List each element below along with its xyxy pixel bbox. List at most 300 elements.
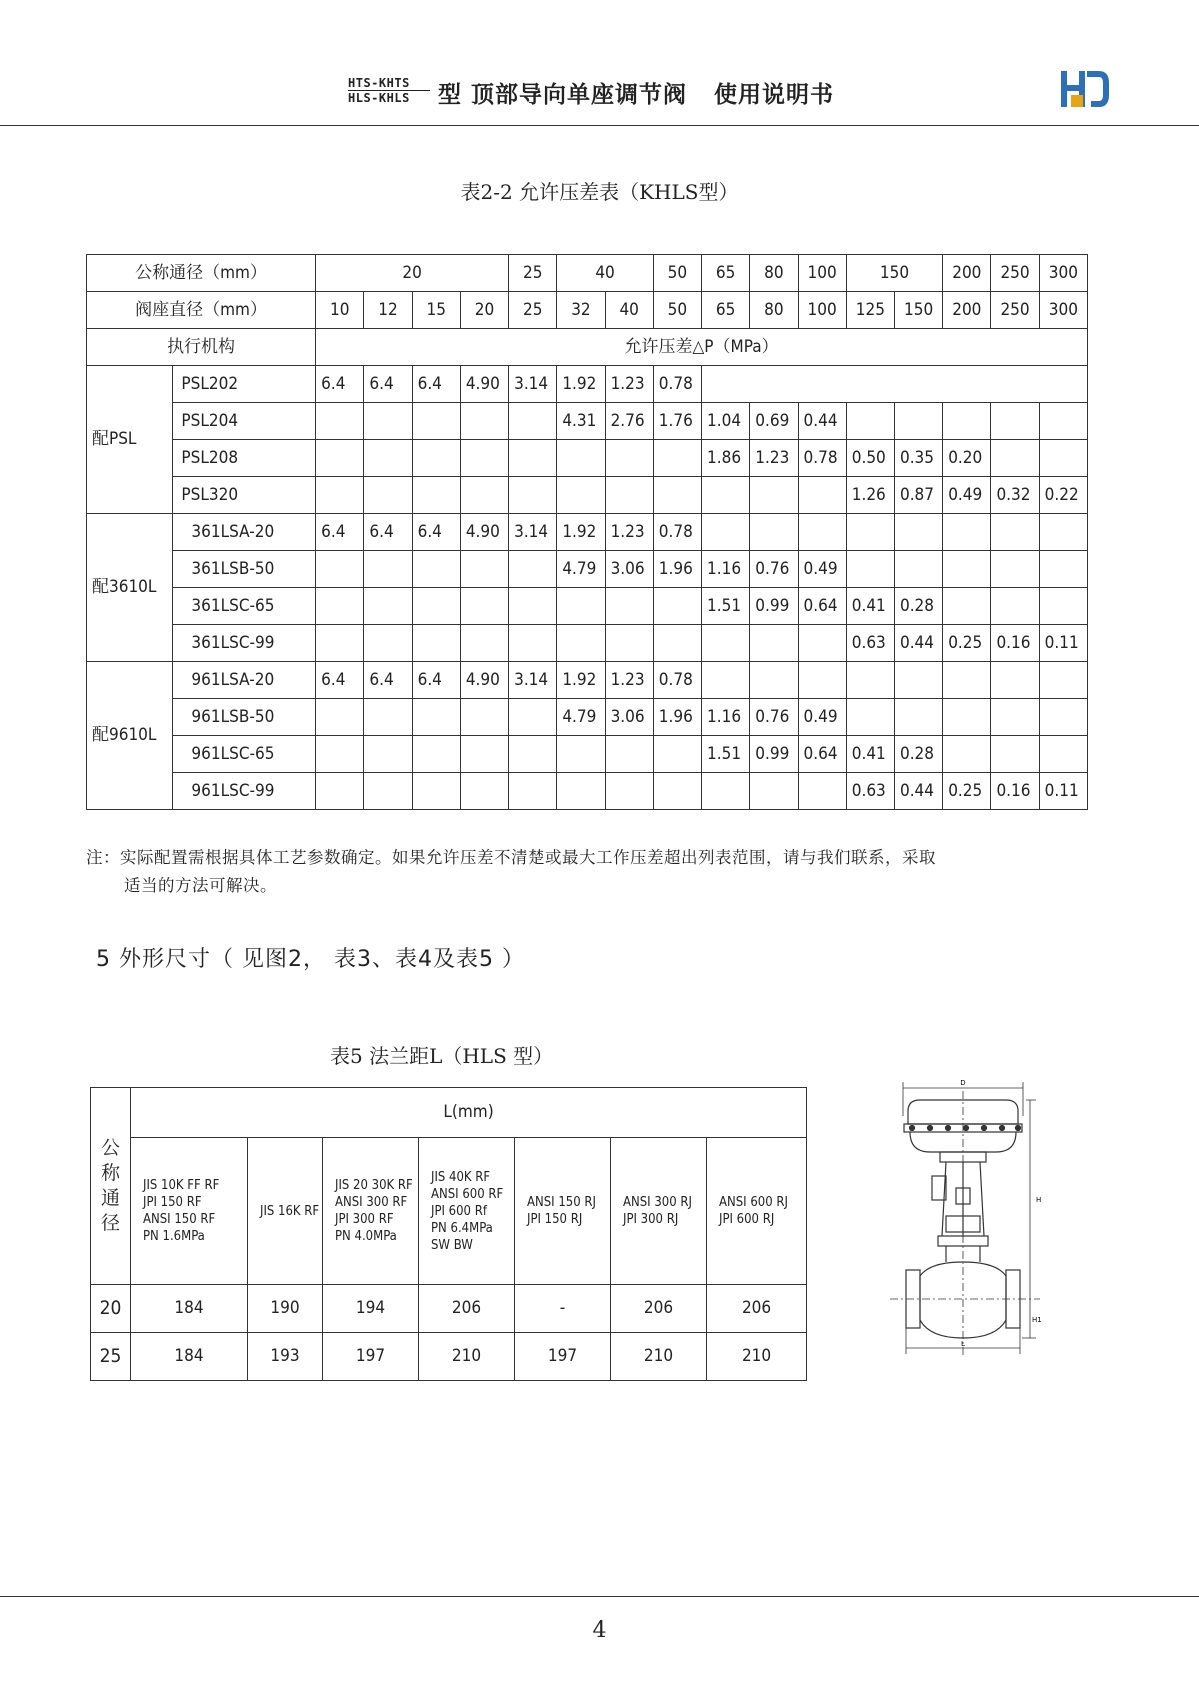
actuator-model: 361LSC-99 bbox=[173, 625, 316, 662]
table-row bbox=[87, 403, 1088, 440]
pressure-difference-table bbox=[86, 254, 1088, 810]
l-header: L(mm) bbox=[131, 1088, 807, 1138]
value-cell bbox=[605, 773, 653, 810]
table-note bbox=[86, 844, 1086, 900]
value-cell: 1.86 bbox=[702, 440, 750, 477]
dn-cell: 80 bbox=[750, 255, 798, 292]
value-cell: 6.4 bbox=[316, 662, 364, 699]
seat-cell: 80 bbox=[750, 292, 798, 329]
standard-header bbox=[611, 1138, 707, 1285]
value-cell bbox=[460, 625, 508, 662]
value-cell bbox=[460, 588, 508, 625]
value-cell bbox=[702, 662, 750, 699]
standard-line: JPI 300 RF bbox=[335, 1212, 394, 1227]
value-cell: 0.44 bbox=[894, 625, 942, 662]
value-cell bbox=[364, 403, 412, 440]
seat-cell: 300 bbox=[1039, 292, 1087, 329]
dn-cell: 200 bbox=[943, 255, 991, 292]
value-cell: 4.90 bbox=[460, 662, 508, 699]
dn-header-char: 径 bbox=[100, 1212, 120, 1234]
standard-line: SW BW bbox=[431, 1237, 473, 1253]
value-cell bbox=[412, 588, 460, 625]
value-cell: 0.63 bbox=[846, 625, 894, 662]
value-cell bbox=[894, 662, 942, 699]
value-cell: 6.4 bbox=[412, 514, 460, 551]
empty-cell bbox=[702, 366, 1088, 403]
value-cell: 6.4 bbox=[364, 514, 412, 551]
value-cell: 0.28 bbox=[894, 736, 942, 773]
value-cell bbox=[991, 440, 1039, 477]
page-number: 4 bbox=[592, 1618, 607, 1643]
value-cell: 0.22 bbox=[1039, 477, 1087, 514]
model-code-line2: HLS-KHLS bbox=[348, 91, 410, 105]
value-cell bbox=[653, 588, 701, 625]
value-cell: 0.64 bbox=[798, 588, 846, 625]
value-cell: 0.50 bbox=[846, 440, 894, 477]
seat-cell: 32 bbox=[557, 292, 605, 329]
seat-cell: 200 bbox=[943, 292, 991, 329]
pressure-label: 允许压差△P（MPa） bbox=[316, 329, 1088, 366]
actuator-model: PSL320 bbox=[173, 477, 316, 514]
value-cell bbox=[702, 477, 750, 514]
standard-line: PN 1.6MPa bbox=[143, 1229, 205, 1244]
value-cell bbox=[943, 662, 991, 699]
value-cell bbox=[943, 551, 991, 588]
value-cell bbox=[509, 773, 557, 810]
value-cell bbox=[991, 662, 1039, 699]
value-cell bbox=[1039, 403, 1087, 440]
table-row bbox=[87, 440, 1088, 477]
dn-cell: 50 bbox=[653, 255, 701, 292]
value-cell bbox=[364, 736, 412, 773]
length-cell: 210 bbox=[419, 1333, 515, 1381]
value-cell bbox=[460, 773, 508, 810]
value-cell: 0.44 bbox=[798, 403, 846, 440]
actuator-model: PSL204 bbox=[173, 403, 316, 440]
standard-header bbox=[707, 1138, 807, 1285]
dn-row bbox=[87, 255, 1088, 292]
value-cell bbox=[1039, 551, 1087, 588]
value-cell bbox=[653, 440, 701, 477]
actuator-model: 961LSA-20 bbox=[173, 662, 316, 699]
value-cell bbox=[509, 699, 557, 736]
header-rule bbox=[0, 125, 1199, 126]
length-cell: 206 bbox=[419, 1285, 515, 1333]
value-cell: 1.92 bbox=[557, 514, 605, 551]
standard-line: JPI 300 RJ bbox=[623, 1212, 679, 1227]
standard-line: ANSI 600 RF bbox=[431, 1186, 504, 1202]
dn-header-char: 称 bbox=[100, 1162, 120, 1184]
table-row bbox=[87, 699, 1088, 736]
note-line2: 适当的方法可解决。 bbox=[124, 876, 277, 895]
value-cell bbox=[991, 403, 1039, 440]
value-cell bbox=[316, 699, 364, 736]
standard-line: JIS 10K FF RF bbox=[143, 1178, 220, 1193]
value-cell bbox=[846, 403, 894, 440]
value-cell: 0.78 bbox=[653, 366, 701, 403]
dn-header bbox=[91, 1088, 131, 1285]
value-cell bbox=[750, 773, 798, 810]
value-cell: 3.06 bbox=[605, 551, 653, 588]
value-cell bbox=[412, 440, 460, 477]
value-cell bbox=[750, 625, 798, 662]
value-cell bbox=[557, 625, 605, 662]
value-cell bbox=[364, 551, 412, 588]
value-cell bbox=[991, 699, 1039, 736]
value-cell: 0.16 bbox=[991, 773, 1039, 810]
length-cell: 197 bbox=[515, 1333, 611, 1381]
length-cell: 210 bbox=[611, 1333, 707, 1381]
value-cell: 2.76 bbox=[605, 403, 653, 440]
value-cell bbox=[991, 588, 1039, 625]
value-cell bbox=[460, 440, 508, 477]
value-cell bbox=[605, 625, 653, 662]
actuator-model: PSL208 bbox=[173, 440, 316, 477]
value-cell: 1.16 bbox=[702, 551, 750, 588]
value-cell: 6.4 bbox=[412, 662, 460, 699]
value-cell: 1.23 bbox=[605, 514, 653, 551]
value-cell bbox=[557, 773, 605, 810]
value-cell bbox=[509, 588, 557, 625]
value-cell bbox=[316, 551, 364, 588]
value-cell: 0.99 bbox=[750, 588, 798, 625]
table-row bbox=[87, 551, 1088, 588]
seat-cell: 15 bbox=[412, 292, 460, 329]
model-code bbox=[348, 76, 430, 105]
dn-cell: 150 bbox=[846, 255, 942, 292]
value-cell bbox=[750, 514, 798, 551]
value-cell: 1.96 bbox=[653, 551, 701, 588]
length-cell: 206 bbox=[707, 1285, 807, 1333]
dn-header-char: 通 bbox=[100, 1187, 120, 1209]
value-cell: 1.51 bbox=[702, 588, 750, 625]
value-cell: 3.14 bbox=[509, 662, 557, 699]
length-cell: 194 bbox=[323, 1285, 419, 1333]
value-cell bbox=[653, 736, 701, 773]
value-cell bbox=[1039, 514, 1087, 551]
seat-cell: 65 bbox=[702, 292, 750, 329]
standard-header bbox=[131, 1138, 248, 1285]
value-cell bbox=[557, 588, 605, 625]
value-cell bbox=[943, 736, 991, 773]
dn-header-char: 公 bbox=[100, 1137, 120, 1159]
dn-cell: 25 bbox=[91, 1333, 131, 1381]
label-d: D bbox=[960, 1079, 966, 1087]
value-cell bbox=[316, 625, 364, 662]
table-row bbox=[87, 773, 1088, 810]
seat-cell: 250 bbox=[991, 292, 1039, 329]
value-cell: 6.4 bbox=[412, 366, 460, 403]
table-row bbox=[91, 1285, 807, 1333]
value-cell bbox=[605, 477, 653, 514]
standard-line: JIS 20 30K RF bbox=[335, 1178, 413, 1193]
value-cell bbox=[702, 773, 750, 810]
value-cell bbox=[364, 588, 412, 625]
value-cell: 0.76 bbox=[750, 551, 798, 588]
actuator-header-row bbox=[87, 329, 1088, 366]
actuator-model: 961LSC-65 bbox=[173, 736, 316, 773]
value-cell bbox=[991, 736, 1039, 773]
value-cell bbox=[846, 662, 894, 699]
value-cell bbox=[605, 440, 653, 477]
value-cell bbox=[364, 699, 412, 736]
value-cell bbox=[991, 551, 1039, 588]
value-cell: 6.4 bbox=[364, 662, 412, 699]
value-cell: 1.92 bbox=[557, 662, 605, 699]
value-cell: 0.64 bbox=[798, 736, 846, 773]
header-title: 型 顶部导向单座调节阀 使用说明书 bbox=[438, 82, 835, 108]
value-cell bbox=[750, 477, 798, 514]
value-cell: 3.06 bbox=[605, 699, 653, 736]
standard-line: JPI 150 RJ bbox=[527, 1212, 583, 1227]
standard-line: ANSI 300 RF bbox=[335, 1195, 408, 1210]
value-cell bbox=[846, 514, 894, 551]
dn-cell: 40 bbox=[557, 255, 653, 292]
value-cell: 6.4 bbox=[364, 366, 412, 403]
value-cell: 0.11 bbox=[1039, 625, 1087, 662]
table-row bbox=[87, 625, 1088, 662]
value-cell bbox=[798, 625, 846, 662]
actuator-model: 961LSB-50 bbox=[173, 699, 316, 736]
table5-caption: 表5 法兰距L（HLS 型） bbox=[330, 1044, 554, 1068]
value-cell bbox=[894, 699, 942, 736]
value-cell bbox=[750, 662, 798, 699]
value-cell bbox=[412, 477, 460, 514]
value-cell bbox=[316, 773, 364, 810]
value-cell bbox=[943, 699, 991, 736]
value-cell bbox=[991, 514, 1039, 551]
value-cell bbox=[412, 736, 460, 773]
seat-cell: 20 bbox=[460, 292, 508, 329]
value-cell: 1.51 bbox=[702, 736, 750, 773]
value-cell bbox=[364, 773, 412, 810]
value-cell bbox=[460, 699, 508, 736]
value-cell: 6.4 bbox=[316, 366, 364, 403]
value-cell: 1.23 bbox=[605, 366, 653, 403]
seat-cell: 125 bbox=[846, 292, 894, 329]
standard-line: PN 4.0MPa bbox=[335, 1229, 397, 1244]
seat-row bbox=[87, 292, 1088, 329]
table-row bbox=[87, 736, 1088, 773]
seat-cell: 12 bbox=[364, 292, 412, 329]
standard-line: JIS 16K RF bbox=[260, 1203, 320, 1219]
table-row bbox=[87, 662, 1088, 699]
value-cell: 1.23 bbox=[605, 662, 653, 699]
value-cell: 0.69 bbox=[750, 403, 798, 440]
value-cell: 0.78 bbox=[653, 662, 701, 699]
group-label: 配3610L bbox=[87, 514, 173, 662]
actuator-model: 361LSC-65 bbox=[173, 588, 316, 625]
table-row bbox=[91, 1333, 807, 1381]
value-cell: 0.20 bbox=[943, 440, 991, 477]
value-cell bbox=[412, 699, 460, 736]
value-cell: 0.32 bbox=[991, 477, 1039, 514]
dn-label: 公称通径（mm） bbox=[87, 255, 316, 292]
standard-line: JPI 600 RJ bbox=[719, 1212, 775, 1227]
value-cell bbox=[316, 403, 364, 440]
value-cell bbox=[943, 514, 991, 551]
value-cell bbox=[460, 551, 508, 588]
actuator-model: 361LSA-20 bbox=[173, 514, 316, 551]
value-cell: 1.16 bbox=[702, 699, 750, 736]
length-cell: 206 bbox=[611, 1285, 707, 1333]
value-cell bbox=[412, 403, 460, 440]
actuator-label: 执行机构 bbox=[87, 329, 316, 366]
dn-cell: 300 bbox=[1039, 255, 1087, 292]
standard-header bbox=[248, 1138, 323, 1285]
value-cell: 0.63 bbox=[846, 773, 894, 810]
value-cell bbox=[894, 514, 942, 551]
standard-line: ANSI 600 RJ bbox=[719, 1195, 788, 1210]
value-cell bbox=[509, 477, 557, 514]
value-cell bbox=[798, 662, 846, 699]
value-cell bbox=[653, 773, 701, 810]
value-cell bbox=[798, 477, 846, 514]
value-cell bbox=[846, 699, 894, 736]
value-cell bbox=[509, 625, 557, 662]
length-cell: 193 bbox=[248, 1333, 323, 1381]
table22-caption: 表2-2 允许压差表（KHLS型） bbox=[460, 180, 739, 204]
seat-cell: 150 bbox=[894, 292, 942, 329]
value-cell bbox=[605, 588, 653, 625]
value-cell bbox=[702, 514, 750, 551]
model-code-line1: HTS-KHTS bbox=[348, 76, 430, 91]
value-cell bbox=[798, 514, 846, 551]
seat-label: 阀座直径（mm） bbox=[87, 292, 316, 329]
value-cell bbox=[557, 477, 605, 514]
standard-line: ANSI 150 RF bbox=[143, 1212, 216, 1227]
value-cell: 0.41 bbox=[846, 736, 894, 773]
length-cell: - bbox=[515, 1285, 611, 1333]
value-cell: 0.78 bbox=[798, 440, 846, 477]
value-cell bbox=[1039, 440, 1087, 477]
standard-line: JIS 40K RF bbox=[431, 1169, 491, 1185]
valve-outline-drawing bbox=[890, 1076, 1040, 1361]
length-cell: 184 bbox=[131, 1333, 248, 1381]
value-cell: 0.49 bbox=[798, 551, 846, 588]
value-cell bbox=[316, 736, 364, 773]
table-row bbox=[87, 477, 1088, 514]
value-cell bbox=[316, 440, 364, 477]
value-cell bbox=[460, 477, 508, 514]
seat-cell: 40 bbox=[605, 292, 653, 329]
value-cell: 0.28 bbox=[894, 588, 942, 625]
actuator-model: PSL202 bbox=[173, 366, 316, 403]
value-cell bbox=[509, 440, 557, 477]
standard-header bbox=[323, 1138, 419, 1285]
value-cell bbox=[894, 403, 942, 440]
value-cell: 0.49 bbox=[943, 477, 991, 514]
section5-title: 5 外形尺寸（ 见图2， 表3、表4及表5 ） bbox=[96, 947, 525, 972]
actuator-model: 961LSC-99 bbox=[173, 773, 316, 810]
value-cell bbox=[653, 625, 701, 662]
value-cell: 6.4 bbox=[316, 514, 364, 551]
value-cell bbox=[894, 551, 942, 588]
value-cell bbox=[460, 736, 508, 773]
value-cell bbox=[1039, 699, 1087, 736]
value-cell: 1.04 bbox=[702, 403, 750, 440]
value-cell bbox=[943, 403, 991, 440]
value-cell bbox=[412, 551, 460, 588]
value-cell: 0.11 bbox=[1039, 773, 1087, 810]
length-cell: 184 bbox=[131, 1285, 248, 1333]
value-cell: 4.31 bbox=[557, 403, 605, 440]
standard-line: ANSI 150 RJ bbox=[527, 1195, 596, 1210]
value-cell bbox=[846, 551, 894, 588]
seat-cell: 25 bbox=[509, 292, 557, 329]
value-cell: 0.16 bbox=[991, 625, 1039, 662]
standard-header bbox=[515, 1138, 611, 1285]
value-cell bbox=[460, 403, 508, 440]
standard-line: JPI 150 RF bbox=[143, 1195, 202, 1210]
value-cell: 0.25 bbox=[943, 625, 991, 662]
value-cell bbox=[509, 551, 557, 588]
value-cell: 1.92 bbox=[557, 366, 605, 403]
value-cell: 1.23 bbox=[750, 440, 798, 477]
group-label: 配PSL bbox=[87, 366, 173, 514]
note-line1: 注：实际配置需根据具体工艺参数确定。如果允许压差不清楚或最大工作压差超出列表范围，请与我们联系，采取 bbox=[86, 848, 936, 867]
value-cell: 0.41 bbox=[846, 588, 894, 625]
value-cell: 0.76 bbox=[750, 699, 798, 736]
value-cell bbox=[509, 403, 557, 440]
value-cell: 4.90 bbox=[460, 514, 508, 551]
value-cell: 4.90 bbox=[460, 366, 508, 403]
table-row bbox=[87, 588, 1088, 625]
dn-cell: 250 bbox=[991, 255, 1039, 292]
value-cell: 0.99 bbox=[750, 736, 798, 773]
standard-line: JPI 600 Rf bbox=[431, 1203, 487, 1219]
value-cell: 0.25 bbox=[943, 773, 991, 810]
footer-rule bbox=[0, 1596, 1199, 1597]
value-cell bbox=[605, 736, 653, 773]
dn-cell: 20 bbox=[316, 255, 509, 292]
value-cell bbox=[316, 588, 364, 625]
dn-cell: 25 bbox=[509, 255, 557, 292]
value-cell: 0.49 bbox=[798, 699, 846, 736]
label-h1: H1 bbox=[1032, 1316, 1042, 1324]
flange-distance-table bbox=[90, 1087, 807, 1381]
seat-cell: 100 bbox=[798, 292, 846, 329]
dn-cell: 20 bbox=[91, 1285, 131, 1333]
label-h: H bbox=[1036, 1196, 1042, 1204]
value-cell bbox=[557, 440, 605, 477]
dn-cell: 65 bbox=[702, 255, 750, 292]
value-cell: 0.87 bbox=[894, 477, 942, 514]
value-cell bbox=[1039, 736, 1087, 773]
value-cell: 0.35 bbox=[894, 440, 942, 477]
value-cell: 1.96 bbox=[653, 699, 701, 736]
standard-line: ANSI 300 RJ bbox=[623, 1195, 692, 1210]
value-cell: 1.26 bbox=[846, 477, 894, 514]
value-cell: 3.14 bbox=[509, 514, 557, 551]
value-cell bbox=[943, 588, 991, 625]
value-cell: 1.76 bbox=[653, 403, 701, 440]
value-cell: 4.79 bbox=[557, 551, 605, 588]
table-row bbox=[87, 514, 1088, 551]
length-cell: 210 bbox=[707, 1333, 807, 1381]
value-cell bbox=[798, 773, 846, 810]
value-cell bbox=[702, 625, 750, 662]
label-l: L bbox=[961, 1340, 965, 1348]
standard-line: PN 6.4MPa bbox=[431, 1220, 493, 1236]
group-label: 配9610L bbox=[87, 662, 173, 810]
dn-cell: 100 bbox=[798, 255, 846, 292]
standard-header bbox=[419, 1138, 515, 1285]
value-cell bbox=[1039, 588, 1087, 625]
company-logo-icon bbox=[1059, 69, 1111, 109]
value-cell: 0.78 bbox=[653, 514, 701, 551]
seat-cell: 50 bbox=[653, 292, 701, 329]
